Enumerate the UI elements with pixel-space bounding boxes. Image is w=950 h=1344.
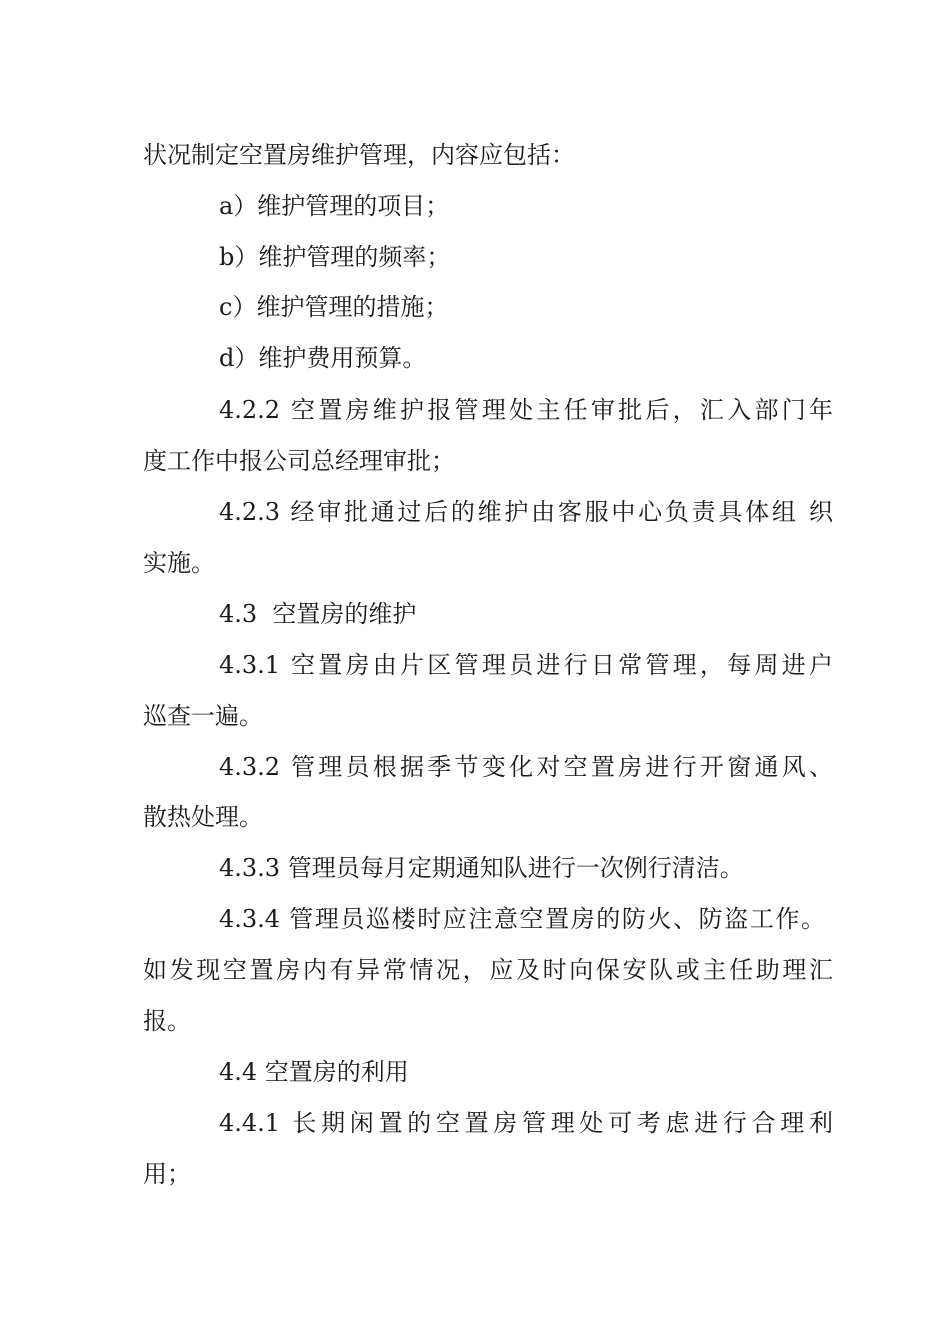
line-text: 4.3.3 管理员每月定期通知队进行一次例行清洁。 xyxy=(219,854,744,882)
line-text: 4.3.2 管理员根据季节变化对空置房进行开窗通风、 xyxy=(219,753,833,781)
line-text: 4.3 空置房的维护 xyxy=(219,600,417,628)
text-line xyxy=(0,543,950,583)
clause-4-4-1 xyxy=(0,1103,950,1143)
section-heading-4-3 xyxy=(0,594,950,634)
clause-4-3-4 xyxy=(0,899,950,939)
line-text: 4.2.3 经审批通过后的维护由客服中心负责具体组 织 xyxy=(219,498,833,526)
list-item-a xyxy=(0,186,950,226)
line-text: b）维护管理的频率； xyxy=(219,243,451,271)
line-text: c）维护管理的措施； xyxy=(219,293,449,321)
line-text: 4.3.4 管理员巡楼时应注意空置房的防火、防盗工作。 xyxy=(219,905,825,933)
line-text: 4.2.2 空置房维护报管理处主任审批后，汇入部门年 xyxy=(219,396,833,424)
line-text: 巡查一遍。 xyxy=(143,702,263,730)
list-item-b xyxy=(0,237,950,277)
text-line xyxy=(0,950,950,990)
section-heading-4-4 xyxy=(0,1052,950,1092)
line-text: a）维护管理的项目； xyxy=(219,192,450,220)
text-line xyxy=(0,1001,950,1041)
text-line xyxy=(0,441,950,481)
line-text: 4.4.1 长期闲置的空置房管理处可考虑进行合理利 xyxy=(219,1109,833,1137)
list-item-d xyxy=(0,338,950,378)
line-text: 散热处理。 xyxy=(143,803,263,831)
list-item-c xyxy=(0,287,950,327)
line-text: 度工作中报公司总经理审批； xyxy=(143,447,455,475)
line-text: 4.3.1 空置房由片区管理员进行日常管理，每周进户 xyxy=(219,651,833,679)
clause-4-3-3 xyxy=(0,848,950,888)
clause-4-3-1 xyxy=(0,645,950,685)
line-text: 状况制定空置房维护管理，内容应包括： xyxy=(143,141,575,169)
text-line xyxy=(0,135,950,175)
line-text: 报。 xyxy=(143,1007,191,1035)
clause-4-2-2 xyxy=(0,390,950,430)
clause-4-3-2 xyxy=(0,747,950,787)
clause-4-2-3 xyxy=(0,492,950,532)
line-text: 如发现空置房内有异常情况，应及时向保安队或主任助理汇 xyxy=(143,956,833,984)
text-line xyxy=(0,797,950,837)
text-line xyxy=(0,1154,950,1194)
line-text: 用； xyxy=(143,1160,191,1188)
line-text: d）维护费用预算。 xyxy=(219,344,427,372)
line-text: 4.4 空置房的利用 xyxy=(219,1058,409,1086)
line-text: 实施。 xyxy=(143,549,215,577)
text-line xyxy=(0,696,950,736)
